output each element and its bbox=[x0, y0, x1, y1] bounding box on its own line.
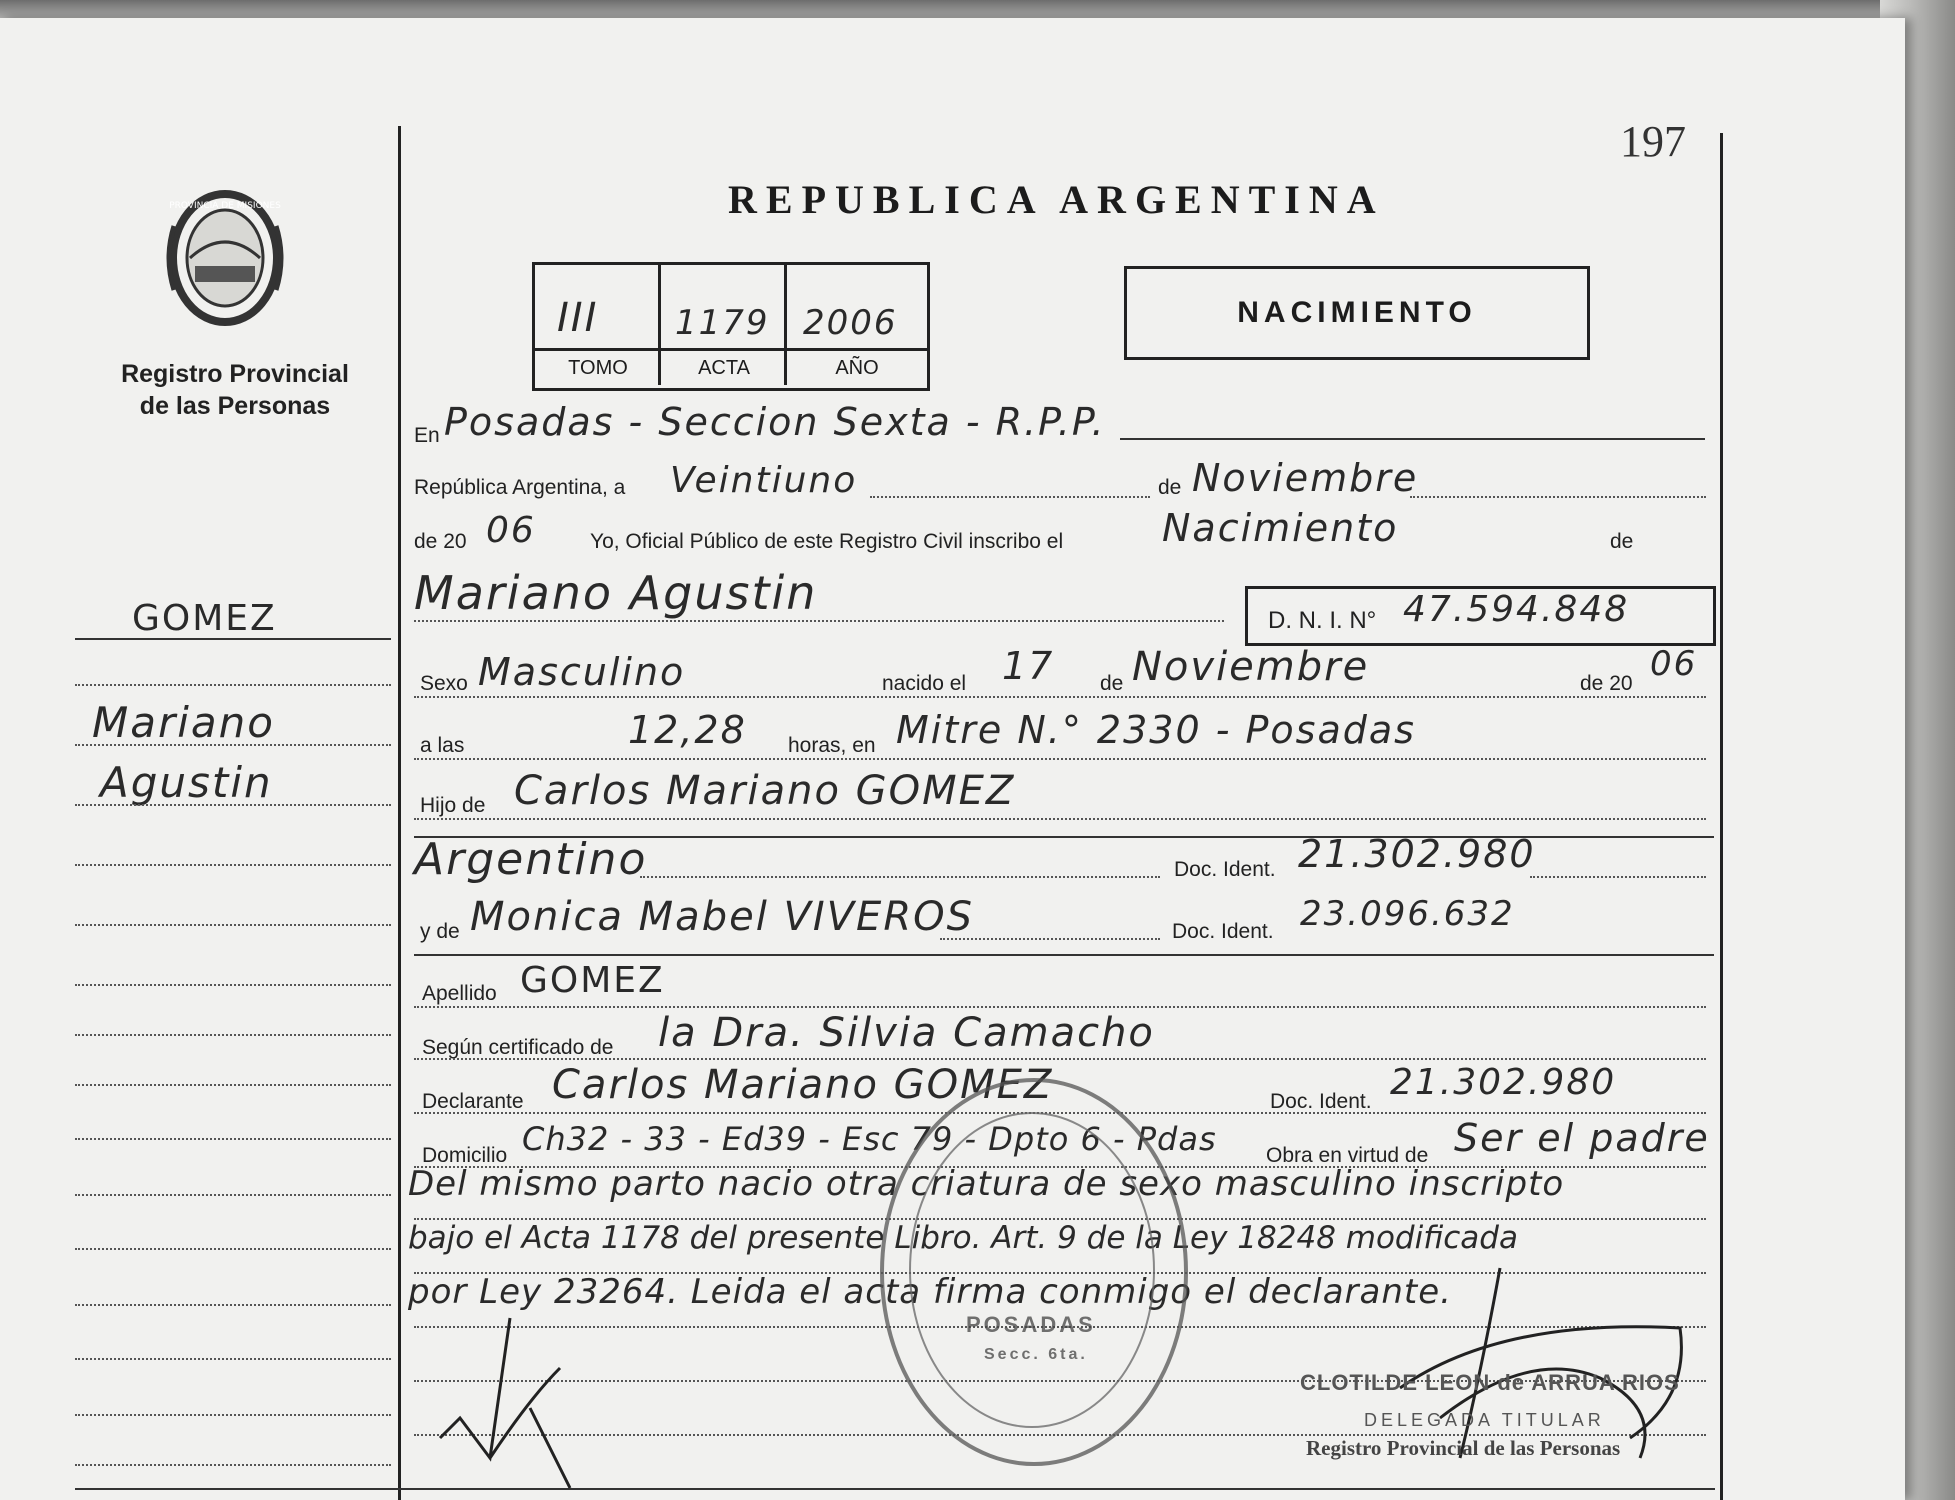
obra-label: Obra en virtud de bbox=[1266, 1144, 1429, 1167]
segun-value: la Dra. Silvia Camacho bbox=[658, 1010, 1155, 1056]
de20-label-2: de 20 bbox=[1580, 672, 1633, 695]
dni-box bbox=[1245, 586, 1716, 646]
doc-label: Doc. Ident. bbox=[1174, 858, 1276, 881]
record-type-box: NACIMIENTO bbox=[1124, 266, 1590, 360]
anio-label: AÑO bbox=[835, 357, 879, 379]
hora-value: 12,28 bbox=[628, 708, 747, 752]
padre-doc: 21.302.980 bbox=[1298, 832, 1536, 876]
register-office-line2: de las Personas bbox=[139, 392, 331, 420]
hijo-label: Hijo de bbox=[420, 794, 486, 817]
observation-line-2: bajo el Acta 1178 del presente Libro. Art. 9 de la Ley 18248 modificada bbox=[408, 1220, 1518, 1256]
alas-label: a las bbox=[420, 734, 465, 757]
en-label: En bbox=[414, 424, 440, 447]
observation-line-1: Del mismo parto nacio otra criatura de sexo masculino inscripto bbox=[408, 1164, 1565, 1204]
republica-label: República Argentina, a bbox=[414, 476, 626, 499]
page-number: 197 bbox=[1620, 117, 1686, 166]
yo-label: Yo, Oficial Público de este Registro Civil inscribo el bbox=[590, 530, 1064, 553]
stamp-sub-text: Secc. 6ta. bbox=[984, 1346, 1088, 1363]
anio-value: 2006 bbox=[803, 303, 898, 343]
horas-label: horas, en bbox=[788, 734, 876, 757]
madre-doc: 23.096.632 bbox=[1300, 894, 1515, 934]
right-border bbox=[1720, 133, 1723, 1500]
stamp-center-text: POSADAS bbox=[966, 1312, 1096, 1337]
apellido-label: Apellido bbox=[422, 982, 497, 1005]
register-office-label bbox=[90, 358, 380, 422]
obra-value: Ser el padre bbox=[1454, 1116, 1710, 1160]
yde-label: y de bbox=[420, 920, 460, 943]
nacido-label: nacido el bbox=[882, 672, 967, 695]
segun-label: Según certificado de bbox=[422, 1036, 614, 1059]
official-name: CLOTILDE LEON de ARRUA RIOS bbox=[1300, 1370, 1680, 1395]
tomo-label: TOMO bbox=[568, 357, 628, 379]
official-round-stamp bbox=[880, 1078, 1188, 1466]
observation-line-3: por Ley 23264. Leida el acta firma conmigo el declarante. bbox=[408, 1272, 1452, 1312]
nacido-month: Noviembre bbox=[1132, 644, 1370, 690]
inscribo-value: Nacimiento bbox=[1162, 506, 1399, 550]
doc-label-3: Doc. Ident. bbox=[1270, 1090, 1372, 1113]
de-label: de bbox=[1158, 476, 1182, 499]
registry-numbers-box bbox=[532, 262, 930, 391]
padre-value: Carlos Mariano GOMEZ bbox=[514, 768, 1016, 814]
month-value: Noviembre bbox=[1192, 456, 1419, 500]
dni-label: D. N. I. N° bbox=[1268, 607, 1377, 634]
dni-value: 47.594.848 bbox=[1403, 589, 1630, 630]
declarante-doc: 21.302.980 bbox=[1390, 1062, 1617, 1103]
lugar-value: Mitre N.° 2330 - Posadas bbox=[896, 708, 1416, 752]
de20-label: de 20 bbox=[414, 530, 467, 553]
nacido-year: 06 bbox=[1650, 644, 1698, 684]
domicilio-label: Domicilio bbox=[422, 1144, 508, 1167]
country-title: REPUBLICA ARGENTINA bbox=[728, 177, 1385, 222]
sexo-value: Masculino bbox=[478, 650, 686, 694]
day-value: Veintiuno bbox=[670, 460, 858, 501]
child-name-value: Mariano Agustin bbox=[414, 566, 818, 620]
province-seal-logo bbox=[160, 186, 290, 331]
tomo-value: III bbox=[557, 295, 599, 341]
official-title: DELEGADA TITULAR bbox=[1364, 1410, 1605, 1430]
padre-nacionalidad: Argentino bbox=[414, 834, 648, 885]
margin-given-name-1: Mariano bbox=[92, 698, 275, 747]
margin-divider bbox=[398, 126, 401, 1500]
de-label-2: de bbox=[1610, 530, 1634, 553]
domicilio-value: Ch32 - 33 - Ed39 - Esc 79 - Dpto 6 - Pdas bbox=[522, 1120, 1217, 1158]
official-office: Registro Provincial de las Personas bbox=[1306, 1436, 1621, 1460]
seal-text: PROVINCIA DE MISIONES bbox=[169, 201, 281, 211]
sexo-label: Sexo bbox=[420, 672, 468, 695]
margin-given-name-2: Agustin bbox=[100, 758, 273, 807]
year-value: 06 bbox=[486, 510, 536, 551]
birth-certificate-page bbox=[0, 18, 1905, 1500]
madre-value: Monica Mabel VIVEROS bbox=[470, 894, 974, 940]
en-value: Posadas - Seccion Sexta - R.P.P. bbox=[444, 400, 1106, 444]
declarante-label: Declarante bbox=[422, 1090, 524, 1113]
acta-value: 1179 bbox=[675, 303, 770, 343]
declarant-signature bbox=[420, 1308, 600, 1498]
apellido-value: GOMEZ bbox=[520, 960, 665, 1001]
declarante-value: Carlos Mariano GOMEZ bbox=[552, 1062, 1054, 1108]
de-label-3: de bbox=[1100, 672, 1124, 695]
doc-label-2: Doc. Ident. bbox=[1172, 920, 1274, 943]
margin-surname: GOMEZ bbox=[132, 598, 277, 639]
nacido-day: 17 bbox=[1002, 644, 1055, 688]
acta-label: ACTA bbox=[698, 357, 750, 379]
register-office-line1: Registro Provincial bbox=[121, 360, 349, 388]
